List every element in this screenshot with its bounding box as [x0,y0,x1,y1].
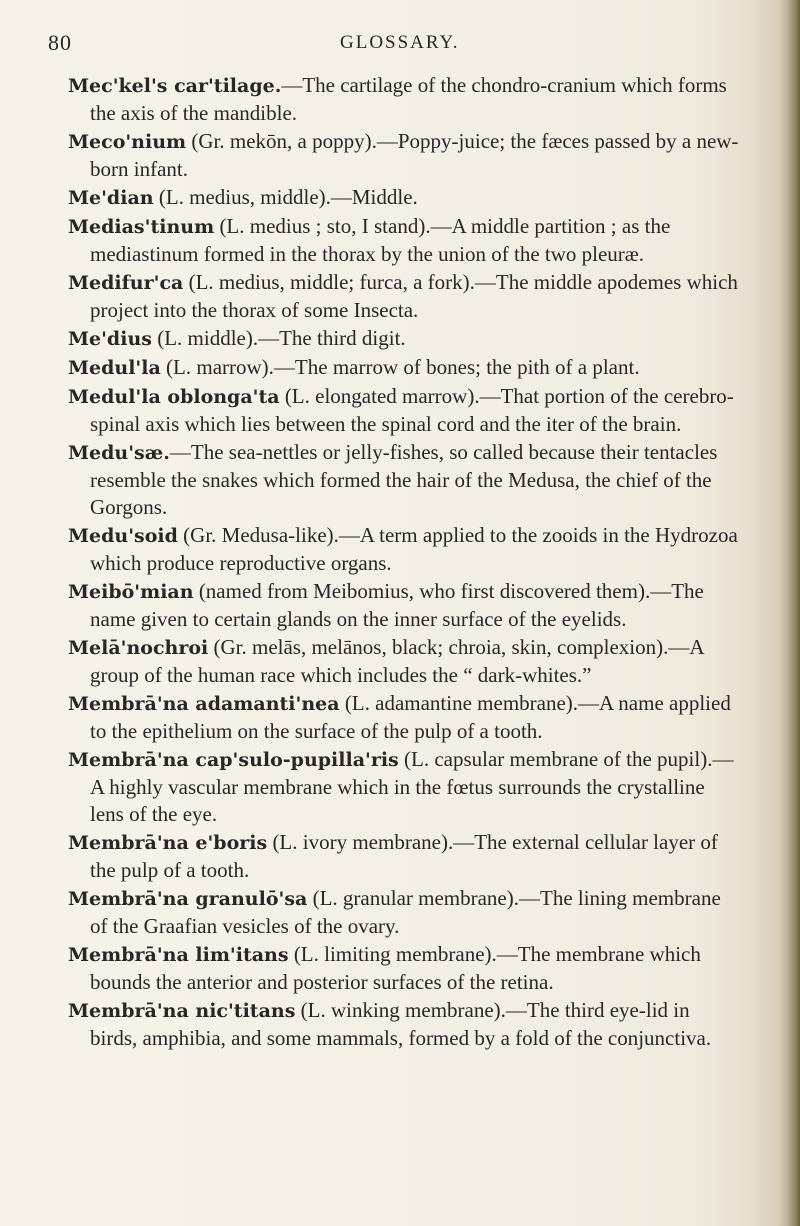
entry-definition: (L. ivory membrane).—The external cellular layer of the pulp of a tooth. [90,830,718,882]
glossary-entries [68,72,740,1053]
glossary-entry [68,941,740,996]
entry-headword: Medifur'ca [68,272,184,294]
entry-headword: Meibō'mian [68,581,194,603]
entry-definition: (L. marrow).—The marrow of bones; the pith of a plant. [166,355,640,379]
glossary-entry [68,184,740,212]
entry-definition: (L. medius, middle; furca, a fork).—The middle apodemes which project into the thorax of some Insecta. [90,270,738,322]
entry-headword: Medu'soid [68,525,178,547]
entry-headword: Membrā'na adamanti'nea [68,693,340,715]
entry-headword: Medul'la oblonga'ta [68,386,280,408]
entry-definition: (L. capsular membrane of the pupil).—A highly vascular membrane which in the fœtus surrounds the crystalline lens of the eye. [90,747,734,826]
glossary-entry [68,325,740,353]
page-edge-shadow [778,0,800,1226]
entry-definition: (L. medius ; sto, I stand).—A middle partition ; as the mediastinum formed in the thorax by the union of the two pleuræ. [90,214,671,266]
glossary-entry [68,829,740,884]
glossary-entry [68,269,740,324]
entry-definition: (L. medius, middle).—Middle. [158,185,418,209]
page-number: 80 [48,30,72,55]
entry-headword: Mec'kel's car'tilage. [68,75,282,97]
glossary-entry [68,997,740,1052]
entry-headword: Medias'tinum [68,216,215,238]
entry-headword: Membrā'na granulō'sa [68,888,308,910]
entry-headword: Membrā'na cap'sulo-pupilla'ris [68,749,399,771]
entry-definition: (Gr. Medusa-like).—A term applied to the zooids in the Hydrozoa which produce reproductive organs. [90,523,738,575]
glossary-entry [68,746,740,828]
glossary-entry [68,885,740,940]
entry-headword: Me'dian [68,187,154,209]
entry-definition: (L. adamantine membrane).—A name applied to the epithelium on the surface of the pulp of a tooth. [90,691,731,743]
glossary-entry [68,128,740,183]
glossary-entry [68,383,740,438]
entry-definition: (L. elongated marrow).—That portion of the cerebro-spinal axis which lies between the spinal cord and the iter of the brain. [90,384,734,436]
entry-definition: (L. limiting membrane).—The membrane which bounds the anterior and posterior surfaces of the retina. [90,942,701,994]
entry-headword: Medul'la [68,357,161,379]
entry-definition: (L. winking membrane).—The third eye-lid in birds, amphibia, and some mammals, formed by a fold of the conjunctiva. [90,998,712,1050]
running-head: GLOSSARY. [340,32,460,53]
entry-headword: Membrā'na lim'itans [68,944,289,966]
entry-headword: Membrā'na e'boris [68,832,268,854]
entry-headword: Melā'nochroi [68,637,209,659]
glossary-entry [68,634,740,689]
entry-headword: Me'dius [68,328,152,350]
glossary-entry [68,213,740,268]
page-header [48,30,748,60]
glossary-entry [68,690,740,745]
entry-definition: (L. middle).—The third digit. [157,326,406,350]
entry-definition: (Gr. melās, melānos, black; chroia, skin, complexion).—A group of the human race which includes the “ dark-whites.” [90,635,704,687]
entry-definition: (L. granular membrane).—The lining membrane of the Graafian vesicles of the ovary. [90,886,721,938]
glossary-entry [68,354,740,382]
glossary-entry [68,578,740,633]
entry-definition: (Gr. mekōn, a poppy).—Poppy-juice; the fæces passed by a new-born infant. [90,129,739,181]
entry-headword: Medu'sæ. [68,442,170,464]
glossary-entry [68,72,740,127]
glossary-entry [68,522,740,577]
entry-definition: —The sea-nettles or jelly-fishes, so called because their tentacles resemble the snakes which formed the hair of the Medusa, the chief of the Gorgons. [90,440,718,519]
entry-headword: Meco'nium [68,131,187,153]
entry-headword: Membrā'na nic'titans [68,1000,296,1022]
glossary-entry [68,439,740,521]
entry-definition: (named from Meibomius, who first discovered them).—The name given to certain glands on the inner surface of the eyelids. [90,579,704,631]
entry-definition: —The cartilage of the chondro-cranium which forms the axis of the mandible. [90,73,727,125]
